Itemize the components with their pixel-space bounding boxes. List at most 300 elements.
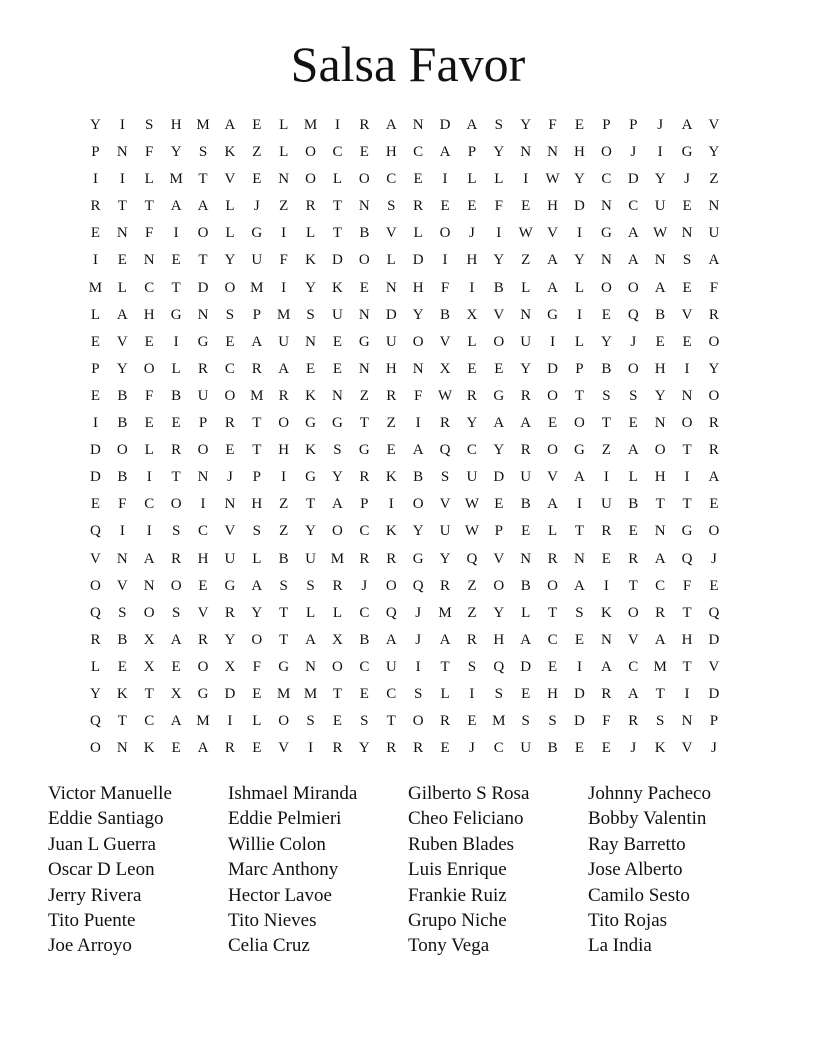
grid-letter: H [143,306,155,323]
grid-letter: L [305,225,316,242]
grid-letter: Z [279,198,289,215]
grid-letter: E [117,252,127,269]
grid-letter: L [548,523,558,540]
grid-letter: I [576,225,582,242]
word-list-item: Frankie Ruiz [408,884,507,906]
grid-letter: A [439,144,451,161]
grid-letter: N [681,225,693,242]
grid-letter: T [332,198,343,215]
grid-letter: S [387,198,396,215]
word-list-item: Tito Nieves [228,909,317,931]
grid-letter: M [438,604,452,621]
grid-letter: D [332,252,343,269]
grid-letter: Q [90,713,101,730]
grid-letter: N [116,144,128,161]
grid-letter: L [332,604,343,621]
word-list [48,781,768,959]
grid-letter: Z [279,523,289,540]
grid-letter: E [601,740,611,757]
word-list-item: Juan L Guerra [48,833,156,855]
grid-letter: H [412,279,424,296]
grid-letter: S [118,604,127,621]
grid-letter: A [654,550,666,567]
grid-letter: L [144,442,154,459]
grid-letter: U [197,387,209,404]
word-list-item: Tony Vega [408,935,490,957]
grid-letter: F [440,279,450,296]
grid-letter: I [469,685,475,702]
grid-letter: I [415,415,421,432]
grid-letter: L [225,225,235,242]
grid-letter: T [682,442,692,459]
grid-letter: T [171,469,181,486]
grid-letter: K [143,740,155,757]
grid-letter: T [682,496,692,513]
grid-letter: V [385,225,397,242]
grid-letter: A [627,685,639,702]
grid-letter: K [224,144,236,161]
grid-letter: Y [412,306,424,323]
grid-letter: E [574,117,585,133]
grid-letter: A [493,415,505,432]
word-list-item: Marc Anthony [228,859,339,881]
grid-letter: E [305,360,316,377]
grid-letter: L [440,685,450,702]
grid-letter: Y [90,685,101,702]
grid-letter: Y [708,360,720,377]
grid-letter: I [523,171,529,188]
grid-letter: Q [385,604,397,621]
grid-letter: X [439,360,451,377]
grid-letter: T [279,631,289,648]
grid-letter: R [466,387,477,404]
grid-letter: Y [116,360,128,377]
grid-letter: P [575,360,584,377]
grid-letter: R [198,631,209,648]
grid-letter: W [464,523,479,540]
grid-letter: D [708,685,720,702]
grid-letter: I [200,496,206,513]
grid-letter: T [198,252,208,269]
grid-letter: A [305,631,316,648]
grid-letter: I [442,171,448,188]
grid-letter: P [198,415,208,432]
grid-letter: M [277,685,291,702]
grid-letter: R [224,604,235,621]
grid-letter: Z [359,387,369,404]
grid-letter: A [627,252,639,269]
grid-letter: L [521,604,531,621]
word-list-item: Hector Lavoe [228,884,332,906]
grid-letter: G [358,442,370,459]
grid-letter: E [90,496,101,513]
grid-letter: A [654,279,666,296]
grid-letter: E [467,360,477,377]
grid-letter: V [493,306,505,323]
grid-letter: G [332,415,343,432]
grid-letter: H [170,117,182,133]
grid-letter: T [682,658,692,675]
grid-letter: M [277,306,291,323]
grid-letter: M [196,713,210,730]
grid-letter: P [91,144,100,161]
grid-letter: K [654,740,666,757]
grid-letter: H [197,550,209,567]
word-list-item: Ishmael Miranda [228,783,358,804]
grid-letter: L [171,360,181,377]
grid-letter: V [681,306,693,323]
grid-letter: O [627,279,639,296]
grid-letter: G [251,225,263,242]
grid-letter: Q [466,550,478,567]
grid-letter: N [116,225,128,242]
grid-letter: R [413,740,424,757]
grid-letter: O [547,577,558,594]
grid-letter: O [681,415,693,432]
grid-letter: V [439,496,451,513]
grid-letter: R [332,577,343,594]
grid-letter: R [251,360,262,377]
grid-letter: K [305,442,316,459]
grid-letter: F [413,387,423,404]
grid-letter: R [413,198,424,215]
grid-letter: E [521,685,531,702]
grid-letter: R [224,740,235,757]
grid-letter: I [576,496,582,513]
grid-letter: L [574,333,585,350]
grid-letter: R [359,469,370,486]
grid-letter: G [305,415,316,432]
grid-letter: J [630,740,637,757]
grid-letter: D [439,117,451,133]
grid-letter: M [196,117,210,133]
grid-letter: F [494,198,503,215]
grid-letter: A [385,117,397,133]
grid-letter: Y [574,252,585,269]
grid-letter: Y [305,523,316,540]
grid-letter: B [171,387,182,404]
grid-letter: A [278,360,290,377]
grid-letter: D [520,658,532,675]
grid-letter: L [225,198,235,215]
grid-letter: J [226,469,233,486]
grid-letter: S [467,658,477,675]
grid-letter: Y [708,144,720,161]
grid-letter: A [654,631,666,648]
grid-letter: E [709,577,719,594]
grid-letter: M [250,387,264,404]
grid-letter: O [278,713,290,730]
puzzle-title: Salsa Favor [290,36,526,92]
grid-letter: F [709,279,719,296]
grid-letter: E [171,415,181,432]
grid-letter: R [171,550,182,567]
grid-letter: N [654,523,666,540]
grid-letter: E [467,198,477,215]
grid-letter: S [145,117,154,133]
grid-letter: R [386,550,397,567]
grid-letter: C [628,198,639,215]
grid-letter: D [547,360,558,377]
grid-letter: U [708,225,720,242]
grid-letter: K [332,279,343,296]
grid-letter: T [198,171,208,188]
grid-letter: B [117,415,128,432]
grid-letter: G [493,387,505,404]
grid-letter: E [682,333,692,350]
grid-letter: S [225,306,235,323]
grid-letter: B [278,550,289,567]
grid-letter: S [602,387,611,404]
grid-letter: Y [412,523,424,540]
grid-letter: J [468,225,475,242]
grid-letter: D [385,306,397,323]
grid-letter: Q [681,550,693,567]
grid-letter: M [169,171,183,188]
grid-letter: I [92,252,98,269]
grid-letter: R [628,550,639,567]
grid-letter: E [252,740,262,757]
grid-letter: J [253,198,260,215]
grid-letter: N [600,252,612,269]
grid-letter: D [627,171,639,188]
grid-letter: F [548,117,557,133]
grid-letter: I [146,469,152,486]
grid-letter: T [117,198,127,215]
grid-letter: L [117,279,127,296]
grid-letter: E [628,415,638,432]
grid-letter: N [654,415,666,432]
grid-letter: C [466,442,477,459]
grid-letter: M [330,550,345,567]
grid-letter: Q [439,442,451,459]
grid-letter: N [224,496,236,513]
grid-letter: O [358,171,370,188]
grid-letter: N [305,658,316,675]
grid-letter: K [116,685,128,702]
grid-letter: O [654,442,666,459]
grid-letter: E [90,333,101,350]
grid-letter: F [252,658,261,675]
grid-letter: L [628,469,638,486]
grid-letter: C [332,144,343,161]
grid-letter: M [88,279,103,296]
grid-letter: O [90,577,101,594]
grid-letter: E [144,333,154,350]
grid-letter: T [601,415,611,432]
grid-letter: D [224,685,236,702]
grid-letter: X [143,631,155,648]
grid-letter: I [442,252,448,269]
grid-letter: A [385,631,397,648]
grid-letter: R [708,442,719,459]
grid-letter: G [547,306,558,323]
grid-letter: N [278,171,290,188]
grid-letter: A [143,550,155,567]
grid-letter: U [278,333,290,350]
word-list-item: Camilo Sesto [588,884,690,906]
grid-letter: T [144,685,154,702]
grid-letter: I [334,117,340,133]
grid-letter: R [440,577,451,594]
grid-letter: H [574,144,585,161]
grid-letter: E [494,360,504,377]
grid-letter: I [576,306,582,323]
grid-letter: Z [521,252,531,269]
grid-letter: I [227,713,233,730]
grid-letter: I [173,333,179,350]
grid-letter: S [655,713,665,730]
grid-letter: Y [493,144,505,161]
grid-letter: J [415,604,422,621]
grid-letter: D [197,279,209,296]
grid-letter: U [224,550,236,567]
grid-letter: O [197,225,209,242]
grid-letter: H [385,144,397,161]
grid-letter: I [119,171,125,188]
grid-letter: M [250,279,264,296]
grid-letter: R [601,523,612,540]
grid-letter: L [332,171,343,188]
grid-letter: Z [467,604,477,621]
grid-letter: A [466,117,478,133]
grid-letter: I [119,117,125,133]
word-list-item: Johnny Pacheco [588,783,711,804]
grid-letter: R [198,360,209,377]
grid-letter: O [412,713,424,730]
grid-letter: O [574,415,585,432]
grid-letter: U [520,469,532,486]
grid-letter: M [303,685,318,702]
grid-letter: Z [386,415,396,432]
grid-letter: Y [520,117,532,133]
word-list-item: Willie Colon [228,833,326,855]
grid-letter: Y [600,333,612,350]
grid-letter: D [412,252,424,269]
grid-letter: U [520,740,532,757]
grid-letter: N [197,306,209,323]
grid-letter: Y [574,171,585,188]
grid-letter: N [385,279,397,296]
grid-letter: V [224,523,236,540]
grid-letter: I [603,469,609,486]
grid-letter: C [547,631,558,648]
grid-letter: E [252,171,262,188]
grid-letter: F [145,144,154,161]
grid-letter: S [548,713,557,730]
grid-letter: E [90,225,101,242]
grid-letter: L [413,225,423,242]
grid-letter: R [305,198,316,215]
word-list-item: Victor Manuelle [48,783,172,804]
grid-letter: G [412,550,424,567]
grid-letter: T [171,279,181,296]
grid-letter: G [170,306,182,323]
grid-letter: S [333,442,342,459]
grid-letter: B [520,496,531,513]
grid-letter: C [359,658,370,675]
grid-letter: A [627,225,639,242]
grid-letter: R [655,604,666,621]
grid-letter: X [170,685,182,702]
grid-letter: P [494,523,503,540]
grid-letter: K [600,604,612,621]
grid-letter: E [252,685,262,702]
grid-letter: B [117,387,128,404]
grid-letter: A [574,469,585,486]
grid-letter: O [224,279,236,296]
grid-letter: Y [493,442,505,459]
grid-letter: S [413,685,423,702]
grid-letter: V [197,604,209,621]
grid-letter: J [468,740,475,757]
grid-letter: E [117,658,127,675]
grid-letter: E [171,740,181,757]
grid-letter: N [708,198,720,215]
grid-letter: M [653,658,667,675]
grid-letter: E [413,171,423,188]
grid-letter: R [332,740,343,757]
grid-letter: Y [493,604,505,621]
grid-letter: N [520,550,532,567]
grid-letter: R [90,631,101,648]
grid-letter: N [358,306,370,323]
grid-letter: O [547,387,558,404]
word-list-item: Cheo Feliciano [408,808,524,830]
grid-letter: P [629,117,638,133]
grid-letter: N [547,144,558,161]
grid-letter: R [708,306,719,323]
grid-letter: E [332,360,343,377]
grid-letter: B [359,631,370,648]
grid-letter: Y [654,171,666,188]
grid-letter: J [630,333,637,350]
grid-letter: R [386,387,397,404]
grid-letter: W [518,225,533,242]
grid-letter: X [224,658,236,675]
grid-letter: A [520,415,532,432]
grid-letter: T [305,496,316,513]
grid-letter: G [305,469,316,486]
grid-letter: O [708,523,720,540]
grid-letter: H [493,631,505,648]
grid-letter: T [252,442,262,459]
grid-letter: A [708,252,720,269]
grid-letter: V [224,171,236,188]
grid-letter: O [170,496,182,513]
grid-letter: E [171,252,181,269]
grid-letter: V [708,117,720,133]
grid-letter: T [144,198,154,215]
grid-letter: I [119,523,125,540]
grid-letter: S [360,713,369,730]
grid-letter: T [682,604,692,621]
grid-letter: E [574,631,585,648]
grid-letter: U [654,198,666,215]
grid-letter: T [440,658,450,675]
grid-letter: O [332,658,343,675]
grid-letter: A [627,442,639,459]
grid-letter: X [143,658,155,675]
grid-letter: C [628,658,639,675]
word-list-item: Tito Puente [48,909,136,931]
grid-letter: O [708,333,720,350]
grid-letter: H [654,360,666,377]
grid-letter: A [547,496,558,513]
word-list-item: Jose Alberto [588,859,683,881]
word-list-item: Oscar D Leon [48,859,155,881]
word-list-item: Jerry Rivera [48,884,142,906]
